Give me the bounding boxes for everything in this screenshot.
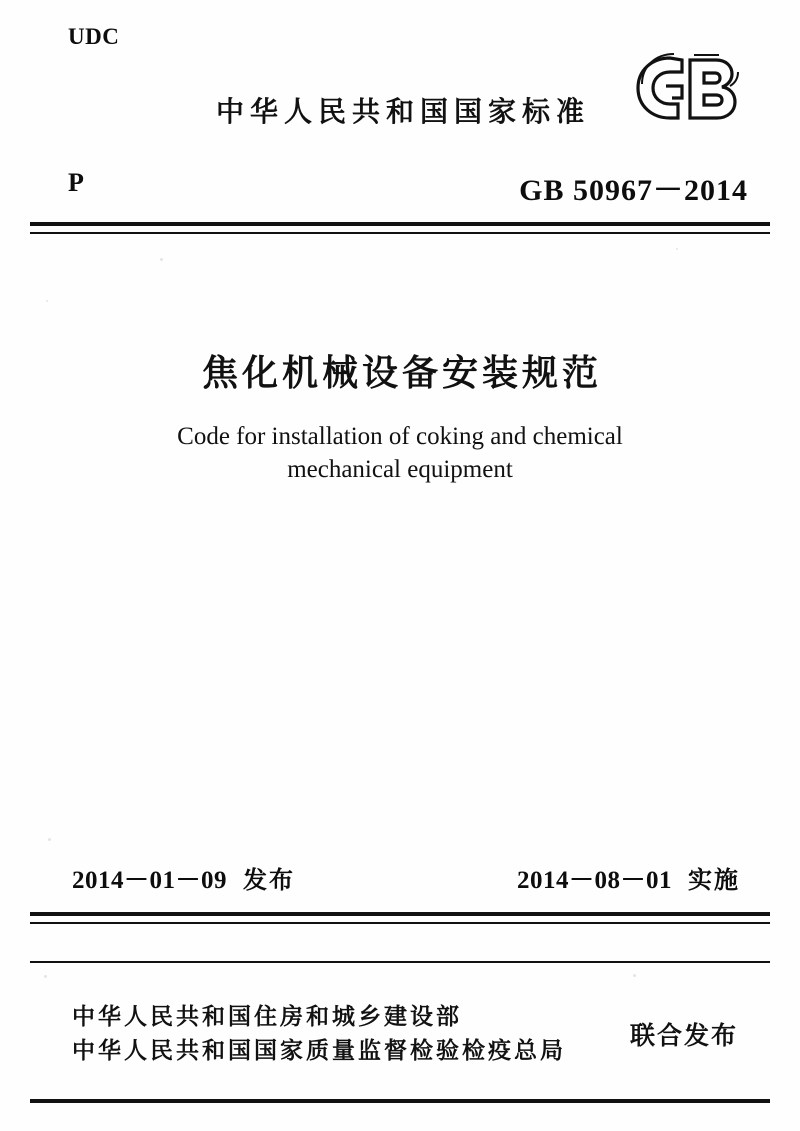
effective-date-group — [517, 860, 740, 896]
publisher-names — [72, 1000, 566, 1068]
classification-letter: P — [68, 168, 84, 197]
scan-speckle — [48, 838, 51, 841]
effective-date-label: 实施 — [688, 866, 740, 894]
joint-issue-label: 联合发布 — [629, 1021, 738, 1050]
divider-lower-thin — [30, 961, 770, 963]
scan-speckle — [676, 248, 678, 250]
divider-mid-thin — [30, 922, 770, 924]
divider-mid-thick — [30, 912, 770, 916]
publisher-line-1: 中华人民共和国住房和城乡建设部 — [72, 1004, 462, 1030]
page-subtitle-line1: Code for installation of coking and chemical — [177, 423, 623, 450]
scan-speckle — [160, 258, 163, 261]
page-title: 焦化机械设备安装规范 — [201, 353, 602, 394]
page-subtitle-line2: mechanical equipment — [287, 456, 513, 483]
standard-number: GB 50967－2014 — [519, 174, 748, 207]
scan-speckle — [44, 975, 47, 978]
divider-top-thin — [30, 232, 770, 234]
issue-date: 2014－01－09 — [72, 867, 228, 894]
scan-speckle — [46, 300, 48, 302]
publisher-block — [30, 1000, 770, 1068]
udc-label: UDC — [68, 24, 120, 49]
publisher-line-2: 中华人民共和国国家质量监督检验检疫总局 — [72, 1038, 566, 1064]
effective-date: 2014－08－01 — [516, 867, 672, 894]
gb-logo-icon — [612, 42, 748, 134]
issue-date-label: 发布 — [243, 866, 296, 894]
national-standard-heading: 中华人民共和国国家标准 — [215, 95, 590, 128]
scan-speckle — [633, 974, 636, 977]
page-subtitle — [0, 420, 800, 486]
divider-bottom-thick — [30, 1099, 770, 1103]
divider-top-thick — [30, 222, 770, 226]
issue-date-group — [72, 860, 295, 896]
date-row — [30, 860, 770, 896]
